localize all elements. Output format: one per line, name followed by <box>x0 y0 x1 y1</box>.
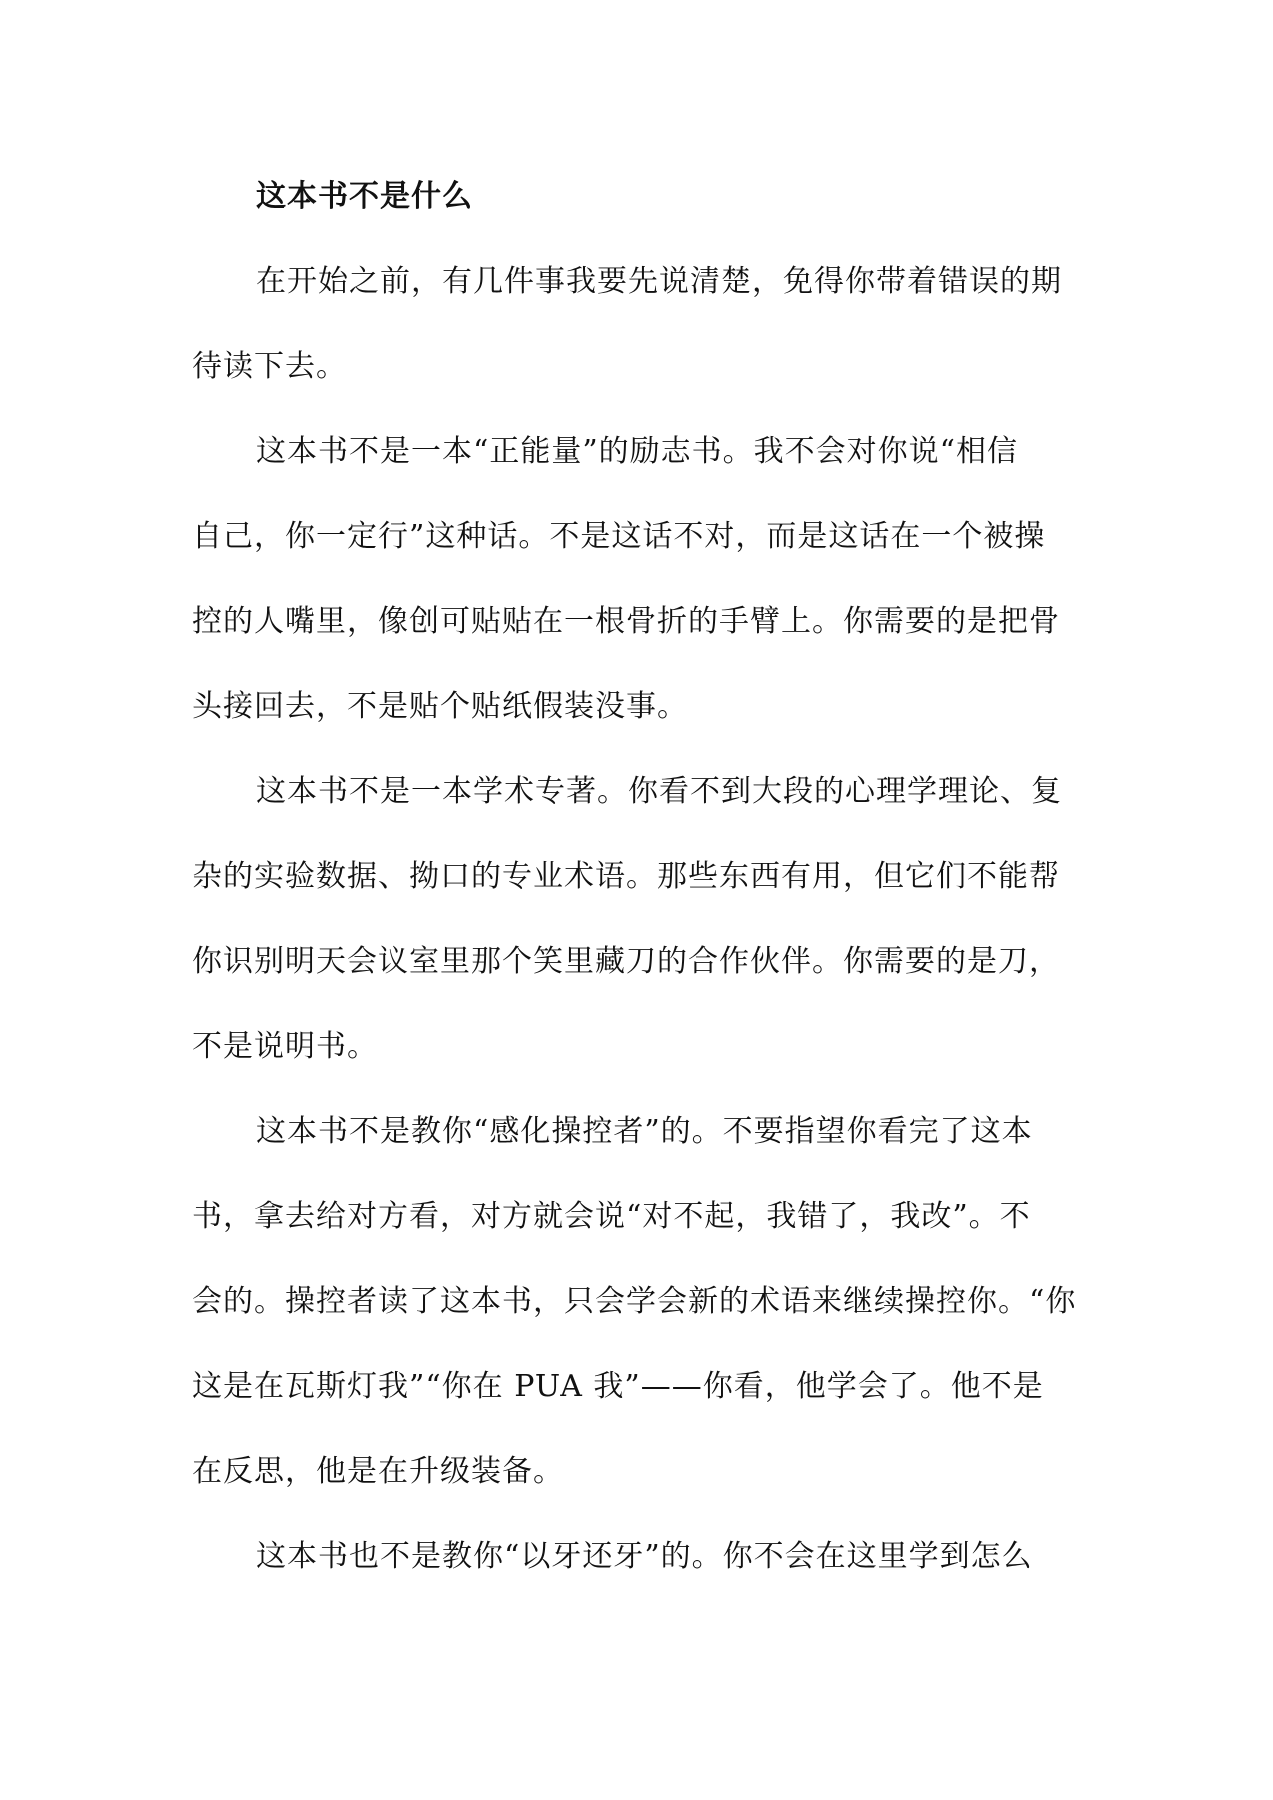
paragraph-line: 不是说明书。 <box>192 1029 378 1064</box>
paragraph-line: 自己，你一定行”这种话。不是这话不对，而是这话在一个被操 <box>192 519 1046 554</box>
paragraph-line: 头接回去，不是贴个贴纸假装没事。 <box>192 689 688 724</box>
paragraph-line: 杂的实验数据、拗口的专业术语。那些东西有用，但它们不能帮 <box>192 859 1060 894</box>
paragraph-line: 待读下去。 <box>192 349 347 384</box>
paragraph-line: 这本书也不是教你“以牙还牙”的。你不会在这里学到怎么 <box>256 1539 1033 1574</box>
paragraph-line: 这本书不是一本“正能量”的励志书。我不会对你说“相信 <box>256 434 1019 469</box>
paragraph-line: 在反思，他是在升级装备。 <box>192 1454 564 1489</box>
paragraph-line: 这本书不是一本学术专著。你看不到大段的心理学理论、复 <box>256 774 1062 809</box>
paragraph-line: 这本书不是教你“感化操控者”的。不要指望你看完了这本 <box>256 1114 1033 1149</box>
section-heading: 这本书不是什么 <box>256 179 473 214</box>
paragraph-line: 控的人嘴里，像创可贴贴在一根骨折的手臂上。你需要的是把骨 <box>192 604 1060 639</box>
paragraph-line: 会的。操控者读了这本书，只会学会新的术语来继续操控你。“你 <box>192 1284 1077 1319</box>
paragraph-line: 你识别明天会议室里那个笑里藏刀的合作伙伴。你需要的是刀， <box>192 944 1060 979</box>
paragraph-line: 在开始之前，有几件事我要先说清楚，免得你带着错误的期 <box>256 264 1062 299</box>
paragraph-line: 书，拿去给对方看，对方就会说“对不起，我错了，我改”。不 <box>192 1199 1031 1234</box>
paragraph-line: 这是在瓦斯灯我”“你在 PUA 我”——你看，他学会了。他不是 <box>192 1369 1044 1404</box>
